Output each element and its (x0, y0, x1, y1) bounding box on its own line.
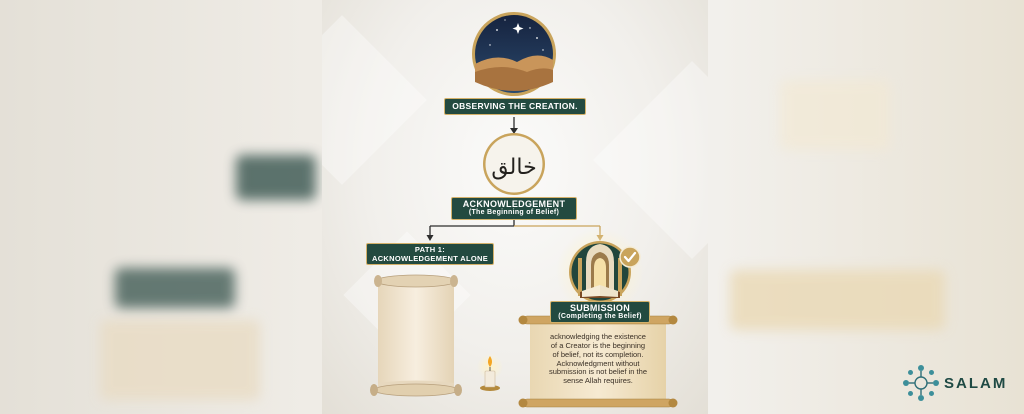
acknowledgement-subtitle: (The Beginning of Belief) (468, 209, 560, 217)
salam-brand-name: SALAM (944, 375, 1008, 392)
background-ghost-glow (780, 80, 890, 150)
submission-label (550, 301, 650, 323)
candle-icon (477, 354, 503, 391)
submission-title: SUBMISSION (569, 303, 630, 313)
background-ghost-label (236, 155, 316, 200)
observing-creation-text: OBSERVING THE CREATION. (452, 101, 578, 111)
submission-subtitle: (Completing the Belief) (558, 313, 642, 321)
arrow-down-icon (510, 117, 518, 134)
explanation-line: of a Creator is the beginning (550, 340, 646, 350)
explanation-line: acknowledging the existence (550, 332, 646, 341)
explanation-line: of belief, not its completion. (552, 349, 644, 359)
explanation-line: submission is not belief in the (549, 367, 647, 377)
submission-explanation (532, 333, 664, 386)
acknowledgement-title: ACKNOWLEDGEMENT (462, 199, 566, 209)
background-ghost-label (115, 268, 235, 308)
desert-night-icon (472, 12, 556, 96)
explanation-line: Acknowledgment without (556, 358, 640, 368)
acknowledgement-label (451, 197, 577, 220)
infographic-card (322, 0, 708, 414)
salam-logo-icon (902, 364, 940, 402)
explanation-line: sense Allah requires. (563, 376, 633, 386)
path1-label (366, 243, 494, 265)
khaliq-arabic-text: خالق (491, 155, 537, 180)
path1-subtitle: ACKNOWLEDGEMENT ALONE (371, 253, 489, 263)
background-ghost-scroll (100, 320, 260, 400)
background-ghost-scroll (730, 270, 945, 330)
khaliq-calligraphy-icon (483, 133, 545, 195)
blank-scroll-icon (370, 275, 462, 396)
check-icon (620, 247, 640, 267)
observing-creation-label (444, 98, 586, 115)
path1-title: PATH 1: (414, 245, 446, 254)
